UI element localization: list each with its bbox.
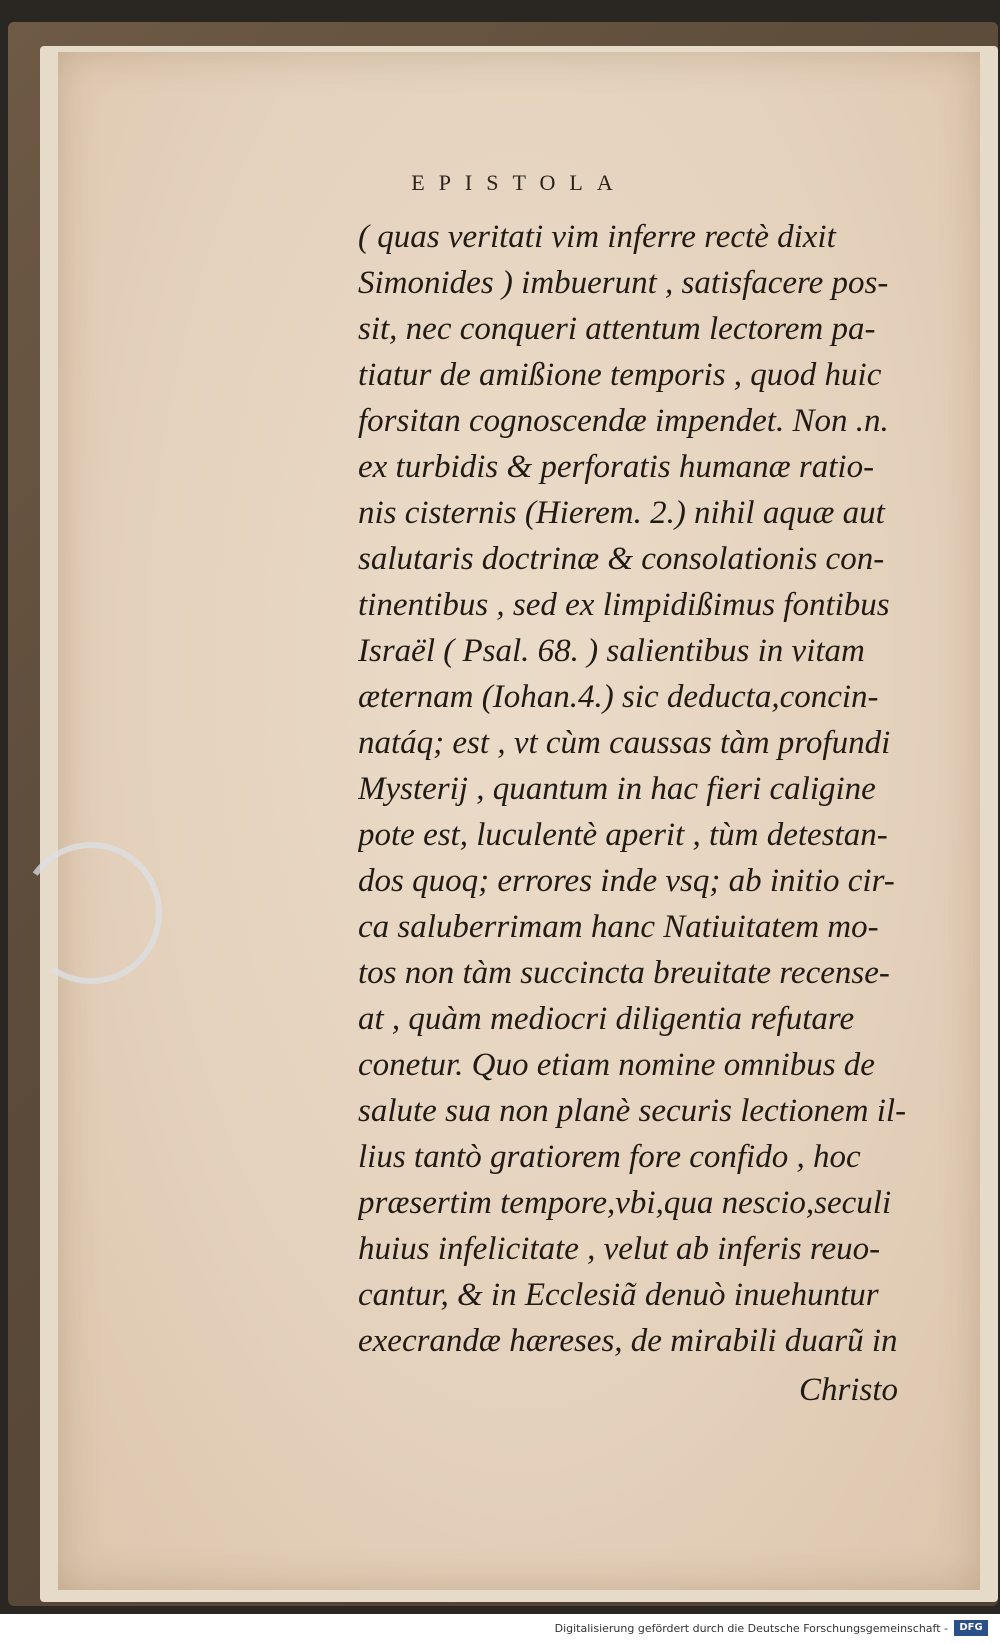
footer-credit: Digitalisierung gefördert durch die Deutsche Forschungsgemeinschaft - [554, 1622, 948, 1635]
text-line: ( quas veritati vim inferre rectè dixit [358, 219, 836, 255]
text-line: cantur, & in Ecclesiã denuò inuehuntur [358, 1277, 879, 1313]
running-head: EPISTOLA [411, 170, 627, 195]
text-line: Mysterij , quantum in hac fieri caligine [358, 771, 876, 807]
text-line: nis cisternis (Hierem. 2.) nihil aquæ aut [358, 495, 885, 531]
body-text [358, 214, 998, 1364]
text-line: huius infelicitate , velut ab inferis reuo- [358, 1231, 881, 1267]
text-line: lius tantò gratiorem fore confido , hoc [358, 1139, 861, 1175]
text-line: Israël ( Psal. 68. ) salientibus in vitam [358, 633, 865, 669]
text-line: præsertim tempore,vbi,qua nescio,seculi [358, 1185, 892, 1221]
text-line: salutaris doctrinæ & consolationis con- [358, 541, 885, 577]
text-line: tiatur de amißione temporis , quod huic [358, 357, 882, 393]
text-line: æternam (Iohan.4.) sic deducta,concin- [358, 679, 879, 715]
text-line: execrandæ hæreses, de mirabili duarũ in [358, 1323, 898, 1359]
text-line: natáq; est , vt cùm caussas tàm profundi [358, 725, 891, 761]
text-line: forsitan cognoscendæ impendet. Non .n. [358, 403, 889, 439]
text-line: ca saluberrimam hanc Natiuitatem mo- [358, 909, 879, 945]
book-page [58, 52, 980, 1590]
text-line: salute sua non planè securis lectionem il- [358, 1093, 907, 1129]
text-line: tinentibus , sed ex limpidißimus fontibus [358, 587, 890, 623]
text-line: tos non tàm succincta breuitate recense- [358, 955, 890, 991]
text-line: pote est, luculentè aperit , tùm detestan- [358, 817, 888, 853]
text-line: ex turbidis & perforatis humanæ ratio- [358, 449, 875, 485]
text-line: sit, nec conqueri attentum lectorem pa- [358, 311, 876, 347]
text-line: at , quàm mediocri diligentia refutare [358, 1001, 855, 1037]
text-line: conetur. Quo etiam nomine omnibus de [358, 1047, 875, 1083]
dfg-logo-icon: DFG [954, 1620, 988, 1636]
footer-bar [0, 1614, 1000, 1644]
text-line: Simonides ) imbuerunt , satisfacere pos- [358, 265, 889, 301]
text-line: dos quoq; errores inde vsq; ab initio cir- [358, 863, 895, 899]
catchword: Christo [798, 1372, 898, 1408]
